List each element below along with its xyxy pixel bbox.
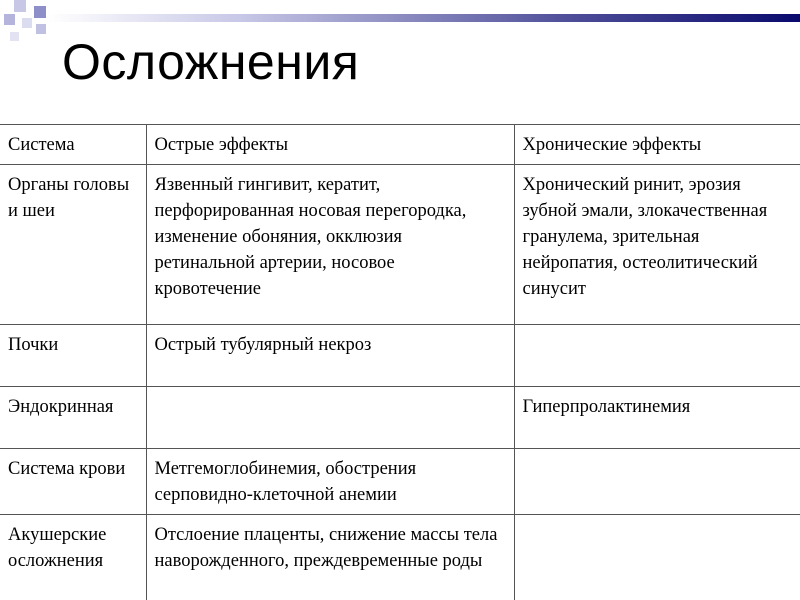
cell-acute: Острый тубулярный некроз <box>146 325 514 387</box>
cell-chronic <box>514 325 800 387</box>
table-row <box>0 387 800 449</box>
header-cell-acute: Острые эффекты <box>146 125 514 165</box>
cell-system: Органы головы и шеи <box>0 165 146 325</box>
cell-chronic <box>514 515 800 600</box>
decor-square <box>4 14 15 25</box>
decor-square <box>22 18 32 28</box>
cell-system: Акушерские осложнения <box>0 515 146 600</box>
cell-acute: Отслоение плаценты, снижение массы тела наворожденного, преждевременные роды <box>146 515 514 600</box>
table-header-row <box>0 125 800 165</box>
table-row <box>0 449 800 515</box>
decorative-squares <box>0 0 60 50</box>
cell-acute: Метгемоглобинемия, обострения серповидно-клеточной анемии <box>146 449 514 515</box>
cell-system: Эндокринная <box>0 387 146 449</box>
table-row <box>0 515 800 600</box>
header-cell-system: Система <box>0 125 146 165</box>
cell-system: Почки <box>0 325 146 387</box>
complications-table <box>0 124 800 600</box>
top-gradient-band <box>48 14 800 22</box>
table-row <box>0 165 800 325</box>
cell-chronic: Хронический ринит, эрозия зубной эмали, злокачественная гранулема, зрительная нейропатия, остеолитический синусит <box>514 165 800 325</box>
decor-square <box>34 6 46 18</box>
decor-square <box>36 24 46 34</box>
cell-chronic: Гиперпролактинемия <box>514 387 800 449</box>
header-cell-chronic: Хронические эффекты <box>514 125 800 165</box>
cell-acute: Язвенный гингивит, кератит, перфорированная носовая перегородка, изменение обоняния, окклюзия ретинальной артерии, носовое кровотечение <box>146 165 514 325</box>
slide-title: Осложнения <box>62 34 360 90</box>
decor-square <box>14 0 26 12</box>
table-row <box>0 325 800 387</box>
cell-chronic <box>514 449 800 515</box>
cell-acute <box>146 387 514 449</box>
cell-system: Система крови <box>0 449 146 515</box>
decor-square <box>10 32 19 41</box>
